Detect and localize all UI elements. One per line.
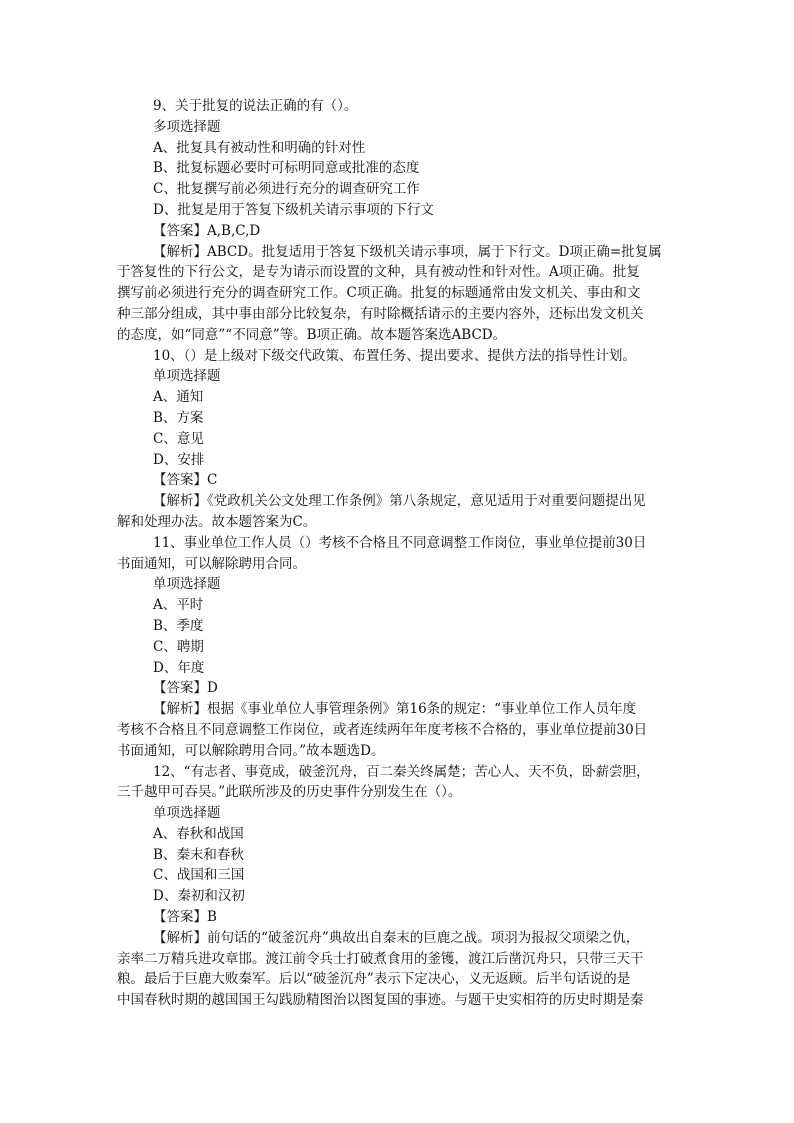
question-stem: 9、关于批复的说法正确的有（）。 [153, 98, 358, 114]
analysis-line: 撰写前必须进行充分的调查研究工作。C项正确。批复的标题通常由发文机关、事由和文 [117, 285, 641, 302]
option-a: A、平时 [153, 597, 204, 614]
question-type: 单项选择题 [153, 368, 221, 385]
option-d: D、安排 [153, 451, 205, 468]
question-type: 单项选择题 [153, 805, 221, 822]
question-stem: 10、（）是上级对下级交代政策、布置任务、提出要求、提供方法的指导性计划。 [153, 347, 636, 364]
option-b: B、批复标题必要时可标明同意或批准的态度 [153, 160, 420, 177]
option-a: A、批复具有被动性和明确的针对性 [153, 139, 366, 156]
analysis-line: 解和处理办法。故本题答案为C。 [117, 513, 317, 530]
option-b: B、秦末和春秋 [153, 846, 244, 863]
option-d: D、年度 [153, 659, 205, 676]
analysis-line: 【解析】《党政机关公文处理工作条例》第八条规定，意见适用于对重要问题提出见 [153, 493, 646, 510]
option-c: C、战国和三国 [153, 867, 245, 884]
option-c: C、批复撰写前必须进行充分的调查研究工作 [153, 181, 420, 198]
answer: 【答案】B [153, 909, 217, 926]
question-type: 单项选择题 [153, 576, 221, 593]
document-page [117, 96, 677, 1011]
option-b: B、方案 [153, 409, 204, 426]
option-a: A、春秋和战国 [153, 825, 244, 842]
question-stem: 12、“有志者、事竟成，破釜沉舟，百二秦关终属楚；苦心人、天不负，卧薪尝胆， [153, 763, 650, 780]
option-d: D、秦初和汉初 [153, 888, 245, 905]
question-stem: 三千越甲可吞吴。”此联所涉及的历史事件分别发生在（）。 [117, 784, 462, 801]
analysis-line: 于答复性的下行公文，是专为请示而设置的文种，具有被动性和针对性。A项正确。批复 [117, 264, 640, 281]
analysis-line: 考核不合格且不同意调整工作岗位，或者连续两年年度考核不合格的，事业单位提前30日 [117, 721, 648, 738]
analysis-line: 【解析】前句话的“破釜沉舟”典故出自秦末的巨鹿之战。项羽为报叔父项梁之仇， [153, 929, 640, 946]
analysis-line: 的态度，如“同意”“不同意”等。B项正确。故本题答案选ABCD。 [117, 326, 507, 343]
question-stem: 11、事业单位工作人员（）考核不合格且不同意调整工作岗位，事业单位提前30日 [153, 534, 647, 551]
analysis-line: 书面通知，可以解除聘用合同。”故本题选D。 [117, 742, 385, 759]
analysis-line: 种三部分组成，其中事由部分比较复杂，有时除概括请示的主要内容外，还标出发文机关 [117, 305, 644, 322]
analysis-line: 【解析】根据《事业单位人事管理条例》第16条的规定：“事业单位工作人员年度 [153, 701, 637, 718]
option-c: C、聘期 [153, 638, 204, 655]
option-d: D、批复是用于答复下级机关请示事项的下行文 [153, 201, 434, 218]
analysis-line: 【解析】ABCD。批复适用于答复下级机关请示事项，属于下行文。D项正确=批复属 [153, 243, 662, 260]
answer: 【答案】D [153, 680, 218, 697]
analysis-line: 中国春秋时期的越国国王勾践励精图治以图复国的事迹。与题干史实相符的历史时期是秦 [117, 992, 644, 1009]
option-c: C、意见 [153, 430, 204, 447]
option-b: B、季度 [153, 617, 204, 634]
option-a: A、通知 [153, 389, 204, 406]
analysis-line: 亲率二万精兵进攻章邯。渡江前令兵士打破煮食用的釜镬，渡江后凿沉舟只，只带三天干 [117, 950, 644, 967]
question-type: 多项选择题 [153, 118, 221, 135]
question-stem: 书面通知，可以解除聘用合同。 [117, 555, 306, 572]
answer: 【答案】C [153, 472, 218, 489]
answer: 【答案】A,B,C,D [153, 222, 261, 239]
analysis-line: 粮。最后于巨鹿大败秦军。后以“破釜沉舟”表示下定决心，义无返顾。后半句话说的是 [117, 971, 631, 988]
